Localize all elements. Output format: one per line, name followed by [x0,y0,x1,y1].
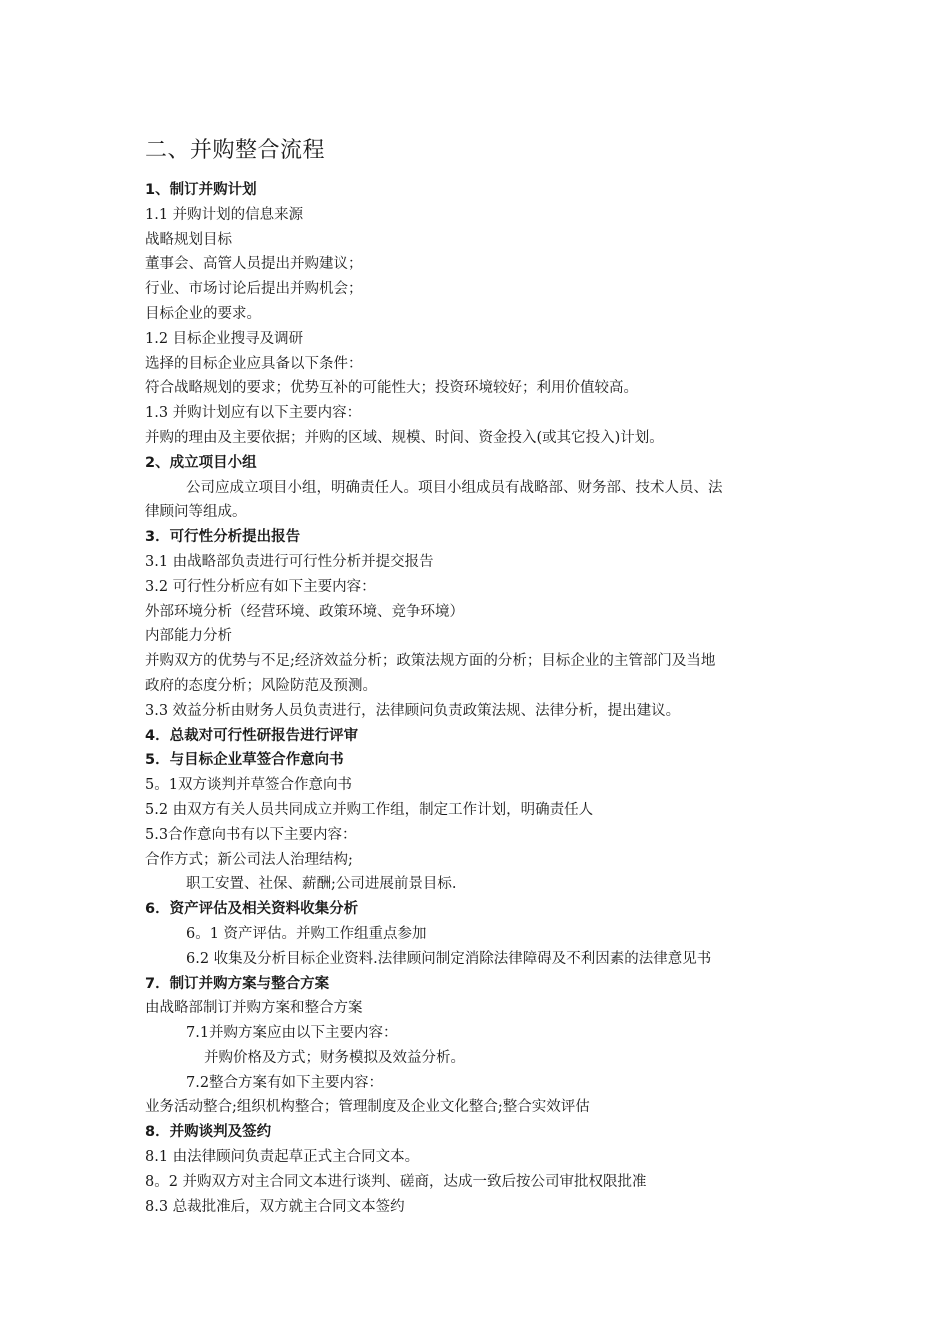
section-heading: 1、制订并购计划 [145,182,257,198]
document-body [145,178,825,1219]
paragraph-line: 并购价格及方式；财务模拟及效益分析。 [204,1049,465,1066]
section-heading: 8．并购谈判及签约 [145,1124,272,1141]
paragraph-line: 3.1 由战略部负责进行可行性分析并提交报告 [145,553,434,570]
paragraph-line: 1.3 并购计划应有以下主要内容： [145,405,362,422]
paragraph-line: 1.2 目标企业搜寻及调研 [145,330,304,347]
paragraph-line: 并购双方的优势与不足;经济效益分析；政策法规方面的分析；目标企业的主管部门及当地 [145,653,716,670]
paragraph-line: 1.1 并购计划的信息来源 [145,206,304,223]
paragraph-line: 目标企业的要求。 [145,305,261,322]
paragraph-line: 8.3 总裁批准后，双方就主合同文本签约 [145,1198,405,1215]
paragraph-line: 5。1双方谈判并草签合作意向书 [145,777,352,794]
paragraph-line: 外部环境分析（经营环境、政策环境、竞争环境） [145,603,464,620]
paragraph-line: 律顾问等组成。 [145,504,247,521]
section-heading: 5．与目标企业草签合作意向书 [145,752,344,769]
paragraph-line: 8。2 并购双方对主合同文本进行谈判、磋商，达成一致后按公司审批权限批准 [145,1173,647,1190]
paragraph-line: 7.2整合方案有如下主要内容： [186,1074,384,1091]
section-heading: 7．制订并购方案与整合方案 [145,975,330,992]
paragraph-line: 6。1 资产评估。并购工作组重点参加 [186,925,427,942]
paragraph-line: 并购的理由及主要依据；并购的区域、规模、时间、资金投入(或其它投入)计划。 [145,429,664,446]
paragraph-line: 7.1并购方案应由以下主要内容： [186,1025,398,1042]
paragraph-line: 符合战略规划的要求；优势互补的可能性大；投资环境较好；利用价值较高。 [145,380,638,397]
paragraph-line: 3.2 可行性分析应有如下主要内容： [145,578,376,595]
document-page [145,134,825,1219]
paragraph-line: 选择的目标企业应具备以下条件： [145,355,363,372]
paragraph-line: 8.1 由法律顾问负责起草正式主合同文本。 [145,1149,420,1166]
document-title: 二、并购整合流程 [145,138,326,163]
paragraph-line: 董事会、高管人员提出并购建议； [145,256,363,273]
paragraph-line: 内部能力分析 [145,628,232,645]
paragraph-line: 业务活动整合;组织机构整合；管理制度及企业文化整合;整合实效评估 [145,1099,590,1116]
paragraph-line: 合作方式；新公司法人治理结构; [145,851,353,868]
paragraph-line: 3.3 效益分析由财务人员负责进行，法律顾问负责政策法规、法律分析，提出建议。 [145,702,681,719]
section-heading: 4．总裁对可行性研报告进行评审 [145,727,359,744]
paragraph-line: 5.3合作意向书有以下主要内容： [145,826,357,843]
paragraph-line: 战略规划目标 [145,231,232,248]
paragraph-line: 由战略部制订并购方案和整合方案 [145,1000,363,1017]
section-heading: 6．资产评估及相关资料收集分析 [145,901,359,918]
paragraph-line: 行业、市场讨论后提出并购机会； [145,281,363,298]
paragraph-line: 政府的态度分析；风险防范及预测。 [145,677,377,694]
section-heading: 2、成立项目小组 [145,454,257,471]
paragraph-line: 职工安置、社保、薪酬;公司进展前景目标. [186,876,457,893]
paragraph-line: 5.2 由双方有关人员共同成立并购工作组，制定工作计划，明确责任人 [145,801,594,818]
paragraph-line: 6.2 收集及分析目标企业资料.法律顾问制定消除法律障碍及不利因素的法律意见书 [186,950,712,967]
paragraph-line: 公司应成立项目小组，明确责任人。项目小组成员有战略部、财务部、技术人员、法 [186,479,723,496]
section-heading: 3．可行性分析提出报告 [145,529,301,546]
